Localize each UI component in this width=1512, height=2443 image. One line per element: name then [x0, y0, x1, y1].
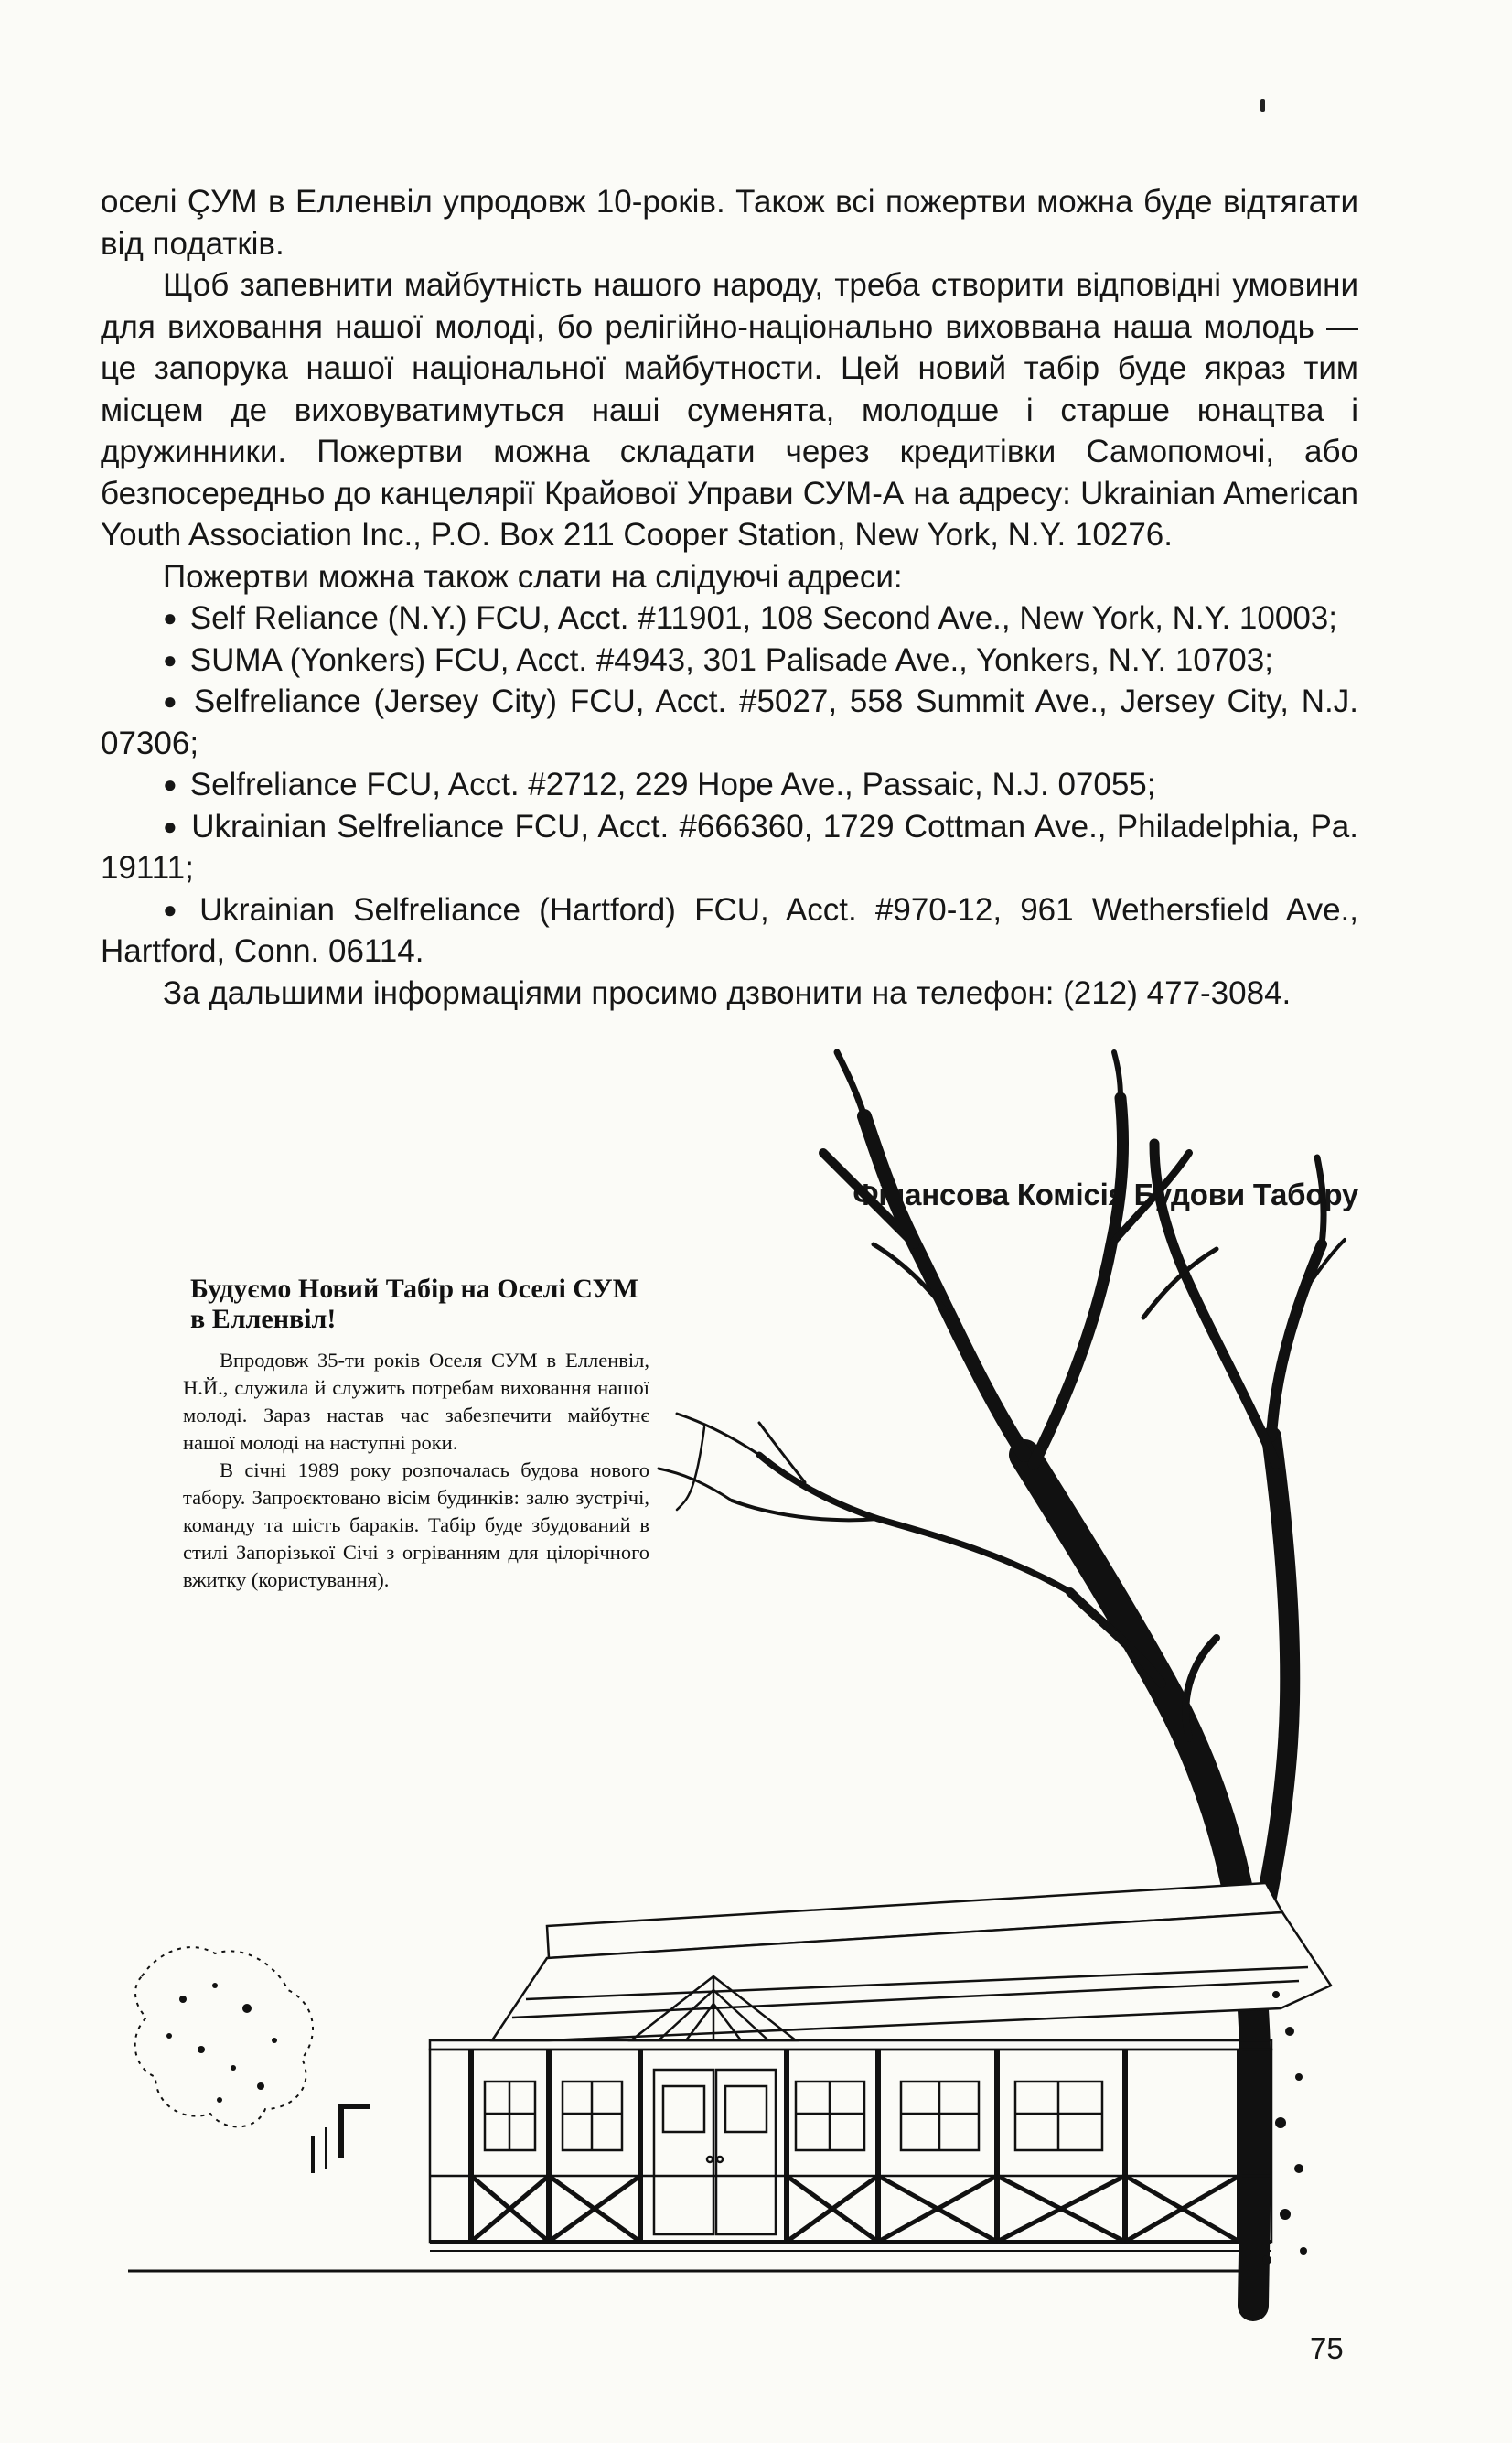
- address-item: ● Self Reliance (N.Y.) FCU, Acct. #11901, 108 Second Ave., New York, N.Y. 10003;: [101, 597, 1358, 640]
- address-item: ● Ukrainian Selfreliance FCU, Acct. #666360, 1729 Cottman Ave., Philadelphia, Pa. 19111;: [101, 806, 1358, 889]
- sidebar-paragraph: В січні 1989 року розпочалась будова нового табору. Запроєктовано вісім будинків: залю зустрічі, команду та шість бараків. Табір буде збудований в стилі Запорізької Січі з огріванням для цілорічного вжитку (користування).: [183, 1458, 649, 1591]
- paragraph-continuation: оселі ÇУМ в Елленвіл упродовж 10-років. Також всі пожертви можна буде відтягати від податків.: [101, 184, 1358, 262]
- shrubbery-left: [135, 1947, 370, 2173]
- address-item: ● Selfreliance FCU, Acct. #2712, 229 Hope Ave., Passaic, N.J. 07055;: [101, 764, 1358, 806]
- paragraph-donations: Щоб запевнити майбутність нашого народу, треба створити відповідні умовини для виховання нашої молоді, бо релігійно-національно виховвана наша молодь — це запорука нашої національної майбутности. Цей новий табір буде якраз тим місцем де виховуватимуться наші суменята, молодше і старше юнацтва і дружинники. Пожертви можна складати через кредитівки Самопомочі, або безпосередньо до канцелярії Крайової Управи СУМ-А на адресу: Ukrainian American Youth Association Inc., P.O. Box 211 Cooper Station, New York, N.Y. 10276.: [101, 267, 1358, 553]
- building-drawing: [128, 1883, 1331, 2271]
- sidebar-paragraph: Впродовж 35-ти років Оселя СУМ в Елленвіл, Н.Й., служила й служить потребам виховання нашої молоді. Зараз настав час забезпечити майбутнє нашої молоді на наступні роки.: [183, 1349, 649, 1454]
- sidebar-title: Будуємо Новий Табір на Оселі СУМ в Елленвіл!: [190, 1274, 638, 1334]
- paragraph-phone: За дальшими інформаціями просимо дзвонити на телефон: (212) 477-3084.: [163, 974, 1292, 1011]
- page-number: 75: [1310, 2331, 1344, 2365]
- address-item: ● Ukrainian Selfreliance (Hartford) FCU, Acct. #970-12, 961 Wethersfield Ave., Hartford, Conn. 06114.: [101, 889, 1358, 973]
- paragraph-addresses-intro: Пожертви можна також слати на слідуючі адреси:: [163, 558, 903, 595]
- sidebar-announcement: [183, 1274, 649, 1594]
- address-item: ● SUMA (Yonkers) FCU, Acct. #4943, 301 Palisade Ave., Yonkers, N.Y. 10703;: [101, 640, 1358, 682]
- signature: Фінансова Комісія Будови Табору: [853, 1178, 1358, 1211]
- address-item: ● Selfreliance (Jersey City) FCU, Acct. #5027, 558 Summit Ave., Jersey City, N.J. 07306;: [101, 681, 1358, 764]
